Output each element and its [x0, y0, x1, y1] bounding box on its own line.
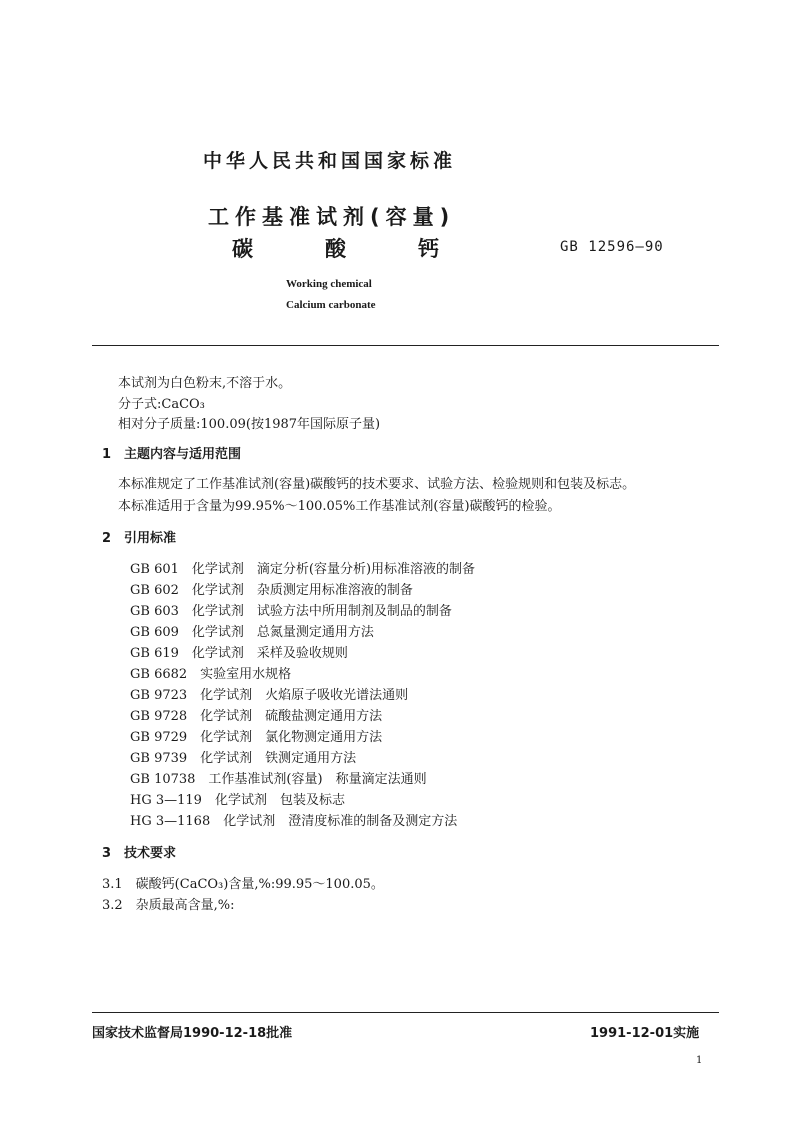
- intro-line1: 本试剂为白色粉末,不溶于水。: [118, 376, 292, 391]
- section3-item2: 3.2 杂质最高含量,%:: [102, 898, 235, 913]
- implementation-date: 1991-12-01实施: [590, 1026, 700, 1041]
- reference-item: GB 10738 工作基准试剂(容量) 称量滴定法通则: [130, 772, 427, 787]
- reference-item: GB 603 化学试剂 试验方法中所用制剂及制品的制备: [130, 604, 452, 619]
- reference-item: GB 609 化学试剂 总氮量测定通用方法: [130, 625, 374, 640]
- standard-number: GB 12596—90: [560, 239, 664, 255]
- reference-item: GB 619 化学试剂 采样及验收规则: [130, 646, 348, 661]
- intro-line2: 分子式:CaCO₃: [118, 397, 205, 412]
- reference-item: GB 601 化学试剂 滴定分析(容量分析)用标准溶液的制备: [130, 562, 476, 577]
- section1-para2: 本标准适用于含量为99.95%～100.05%工作基准试剂(容量)碳酸钙的检验。: [118, 499, 561, 514]
- title-cn-line2: 碳酸钙: [232, 237, 511, 261]
- reference-item: GB 9729 化学试剂 氯化物测定通用方法: [130, 730, 383, 745]
- title-en-line1: Working chemical: [286, 278, 372, 290]
- page-number: 1: [696, 1055, 703, 1066]
- reference-item: GB 9723 化学试剂 火焰原子吸收光谱法通则: [130, 688, 409, 703]
- section2-heading: 2 引用标准: [102, 531, 177, 546]
- footer-rule: [92, 1012, 719, 1013]
- header-rule: [92, 345, 719, 346]
- title-cn-line1: 工作基准试剂(容量): [208, 205, 456, 229]
- section1-heading: 1 主题内容与适用范围: [102, 447, 242, 462]
- reference-item: GB 602 化学试剂 杂质测定用标准溶液的制备: [130, 583, 413, 598]
- section3-item1: 3.1 碳酸钙(CaCO₃)含量,%:99.95～100.05。: [102, 877, 384, 892]
- approval-date: 国家技术监督局1990-12-18批准: [92, 1026, 293, 1041]
- national-standard-heading: 中华人民共和国国家标准: [203, 150, 457, 172]
- title-en-line2: Calcium carbonate: [286, 299, 376, 311]
- reference-item: GB 6682 实验室用水规格: [130, 667, 292, 682]
- section1-para1: 本标准规定了工作基准试剂(容量)碳酸钙的技术要求、试验方法、检验规则和包装及标志。: [118, 477, 636, 492]
- reference-item: GB 9728 化学试剂 硫酸盐测定通用方法: [130, 709, 383, 724]
- section3-heading: 3 技术要求: [102, 846, 177, 861]
- reference-item: HG 3—119 化学试剂 包装及标志: [130, 793, 345, 808]
- reference-item: GB 9739 化学试剂 铁测定通用方法: [130, 751, 357, 766]
- reference-item: HG 3—1168 化学试剂 澄清度标准的制备及测定方法: [130, 814, 458, 829]
- intro-line3: 相对分子质量:100.09(按1987年国际原子量): [118, 417, 381, 432]
